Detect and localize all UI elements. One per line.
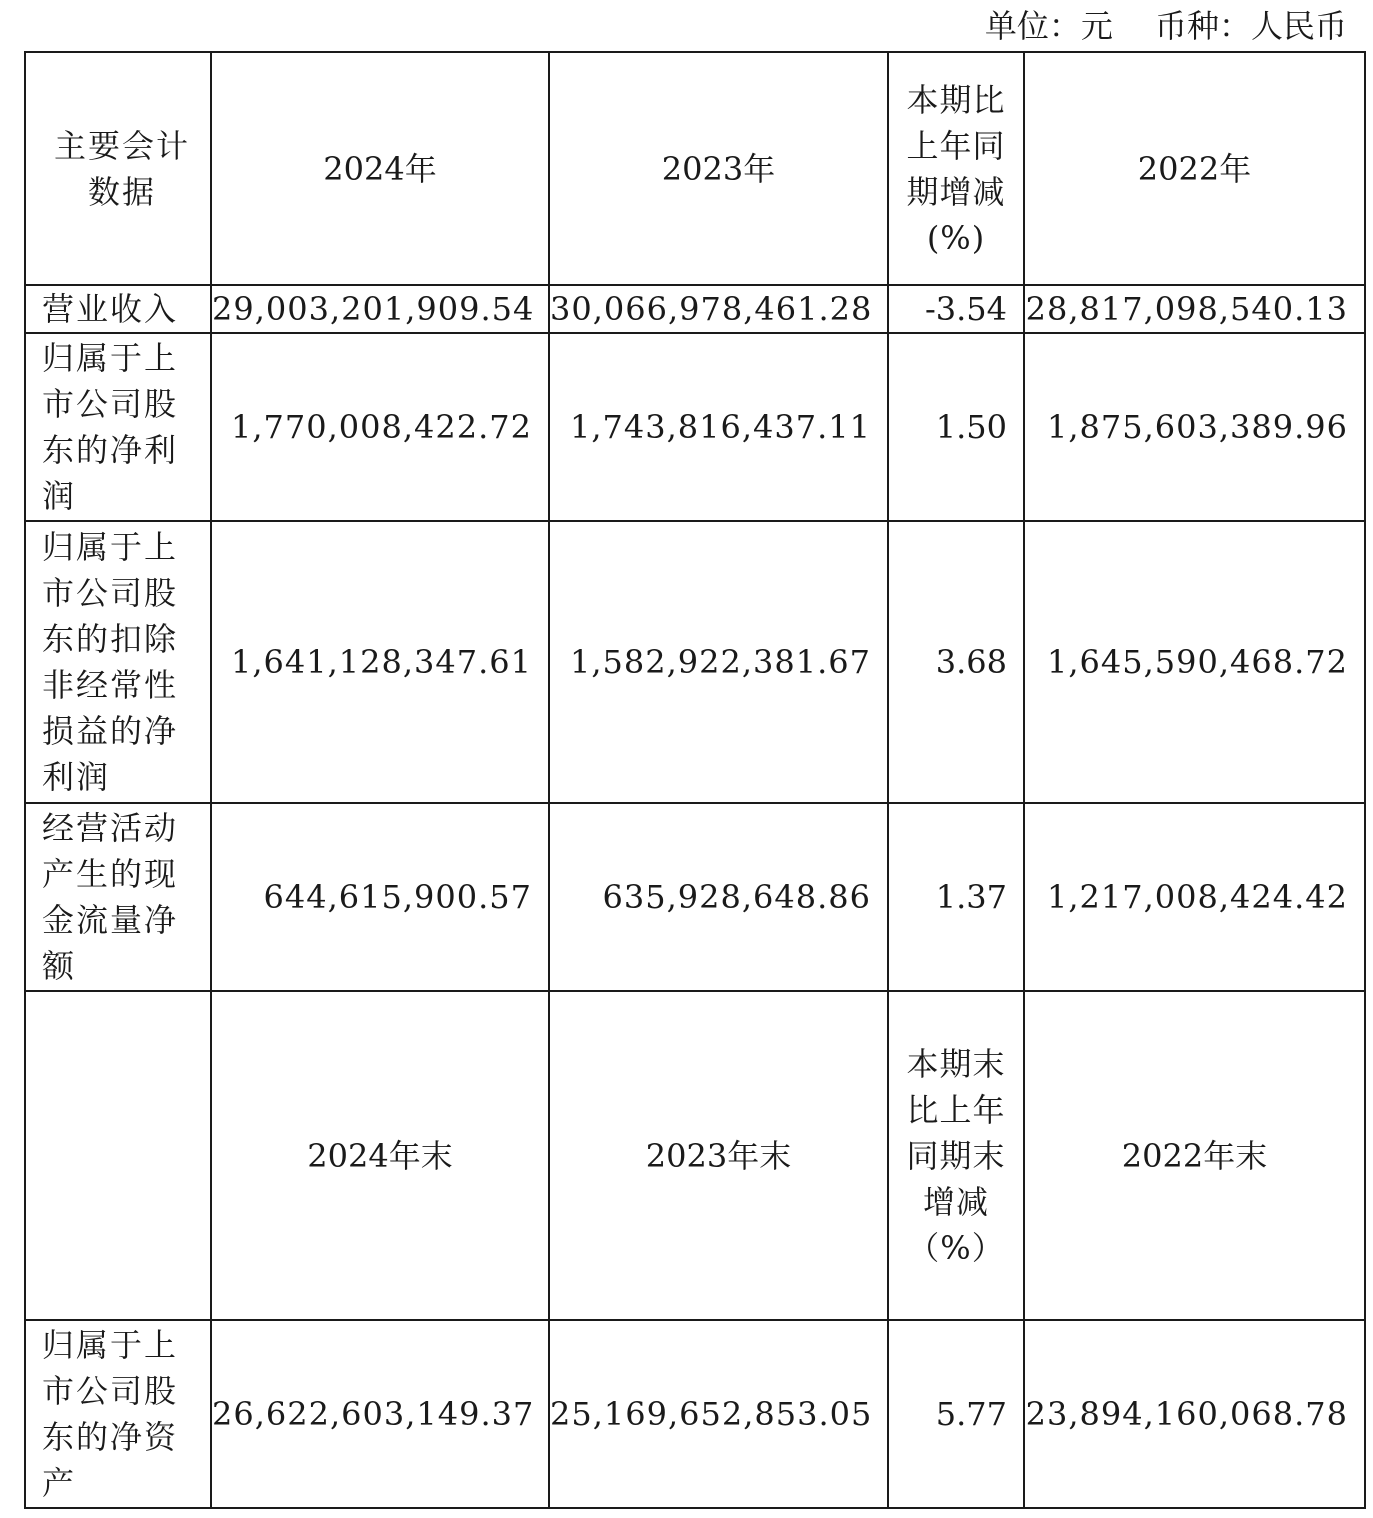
value-2022: 28,817,098,540.13 [1024, 285, 1365, 333]
key-accounting-data-table [24, 51, 1366, 1509]
value-change: 5.77 [888, 1320, 1024, 1508]
value-2023: 635,928,648.86 [549, 803, 888, 991]
value-2023: 25,169,652,853.05 [549, 1320, 888, 1508]
subheader-2024-end: 2024年末 [211, 991, 549, 1320]
value-change: 3.68 [888, 521, 1024, 803]
subheader-label-cell [25, 991, 211, 1320]
value-change: -3.54 [888, 285, 1024, 333]
row-label: 归属于上市公司股东的扣除非经常性损益的净利润 [25, 521, 211, 803]
value-2024: 29,003,201,909.54 [211, 285, 549, 333]
subheader-change-pct: 本期末比上年同期末增减（%） [888, 991, 1024, 1320]
row-label: 营业收入 [25, 285, 211, 333]
value-2024: 644,615,900.57 [211, 803, 549, 991]
header-2024: 2024年 [211, 52, 549, 285]
row-label: 归属于上市公司股东的净资产 [25, 1320, 211, 1508]
subheader-2022-end: 2022年末 [1024, 991, 1365, 1320]
header-2023: 2023年 [549, 52, 888, 285]
value-change: 1.37 [888, 803, 1024, 991]
table-row [25, 1320, 1365, 1508]
row-label: 经营活动产生的现金流量净额 [25, 803, 211, 991]
value-2022: 1,645,590,468.72 [1024, 521, 1365, 803]
table-header-row [25, 52, 1365, 285]
row-label: 归属于上市公司股东的净利润 [25, 333, 211, 521]
value-2024: 1,770,008,422.72 [211, 333, 549, 521]
value-2023: 1,582,922,381.67 [549, 521, 888, 803]
value-2022: 1,875,603,389.96 [1024, 333, 1365, 521]
value-2023: 1,743,816,437.11 [549, 333, 888, 521]
table-row [25, 521, 1365, 803]
table-row [25, 285, 1365, 333]
header-2022: 2022年 [1024, 52, 1365, 285]
header-change-pct: 本期比上年同期增减(%) [888, 52, 1024, 285]
subheader-2023-end: 2023年末 [549, 991, 888, 1320]
table-row [25, 333, 1365, 521]
value-2024: 1,641,128,347.61 [211, 521, 549, 803]
header-label-cell: 主要会计数据 [25, 52, 211, 285]
unit-currency-note: 单位：元 币种：人民币 [984, 7, 1347, 45]
value-change: 1.50 [888, 333, 1024, 521]
table-row [25, 803, 1365, 991]
value-2022: 23,894,160,068.78 [1024, 1320, 1365, 1508]
table-subheader-row [25, 991, 1365, 1320]
value-2023: 30,066,978,461.28 [549, 285, 888, 333]
value-2024: 26,622,603,149.37 [211, 1320, 549, 1508]
value-2022: 1,217,008,424.42 [1024, 803, 1365, 991]
